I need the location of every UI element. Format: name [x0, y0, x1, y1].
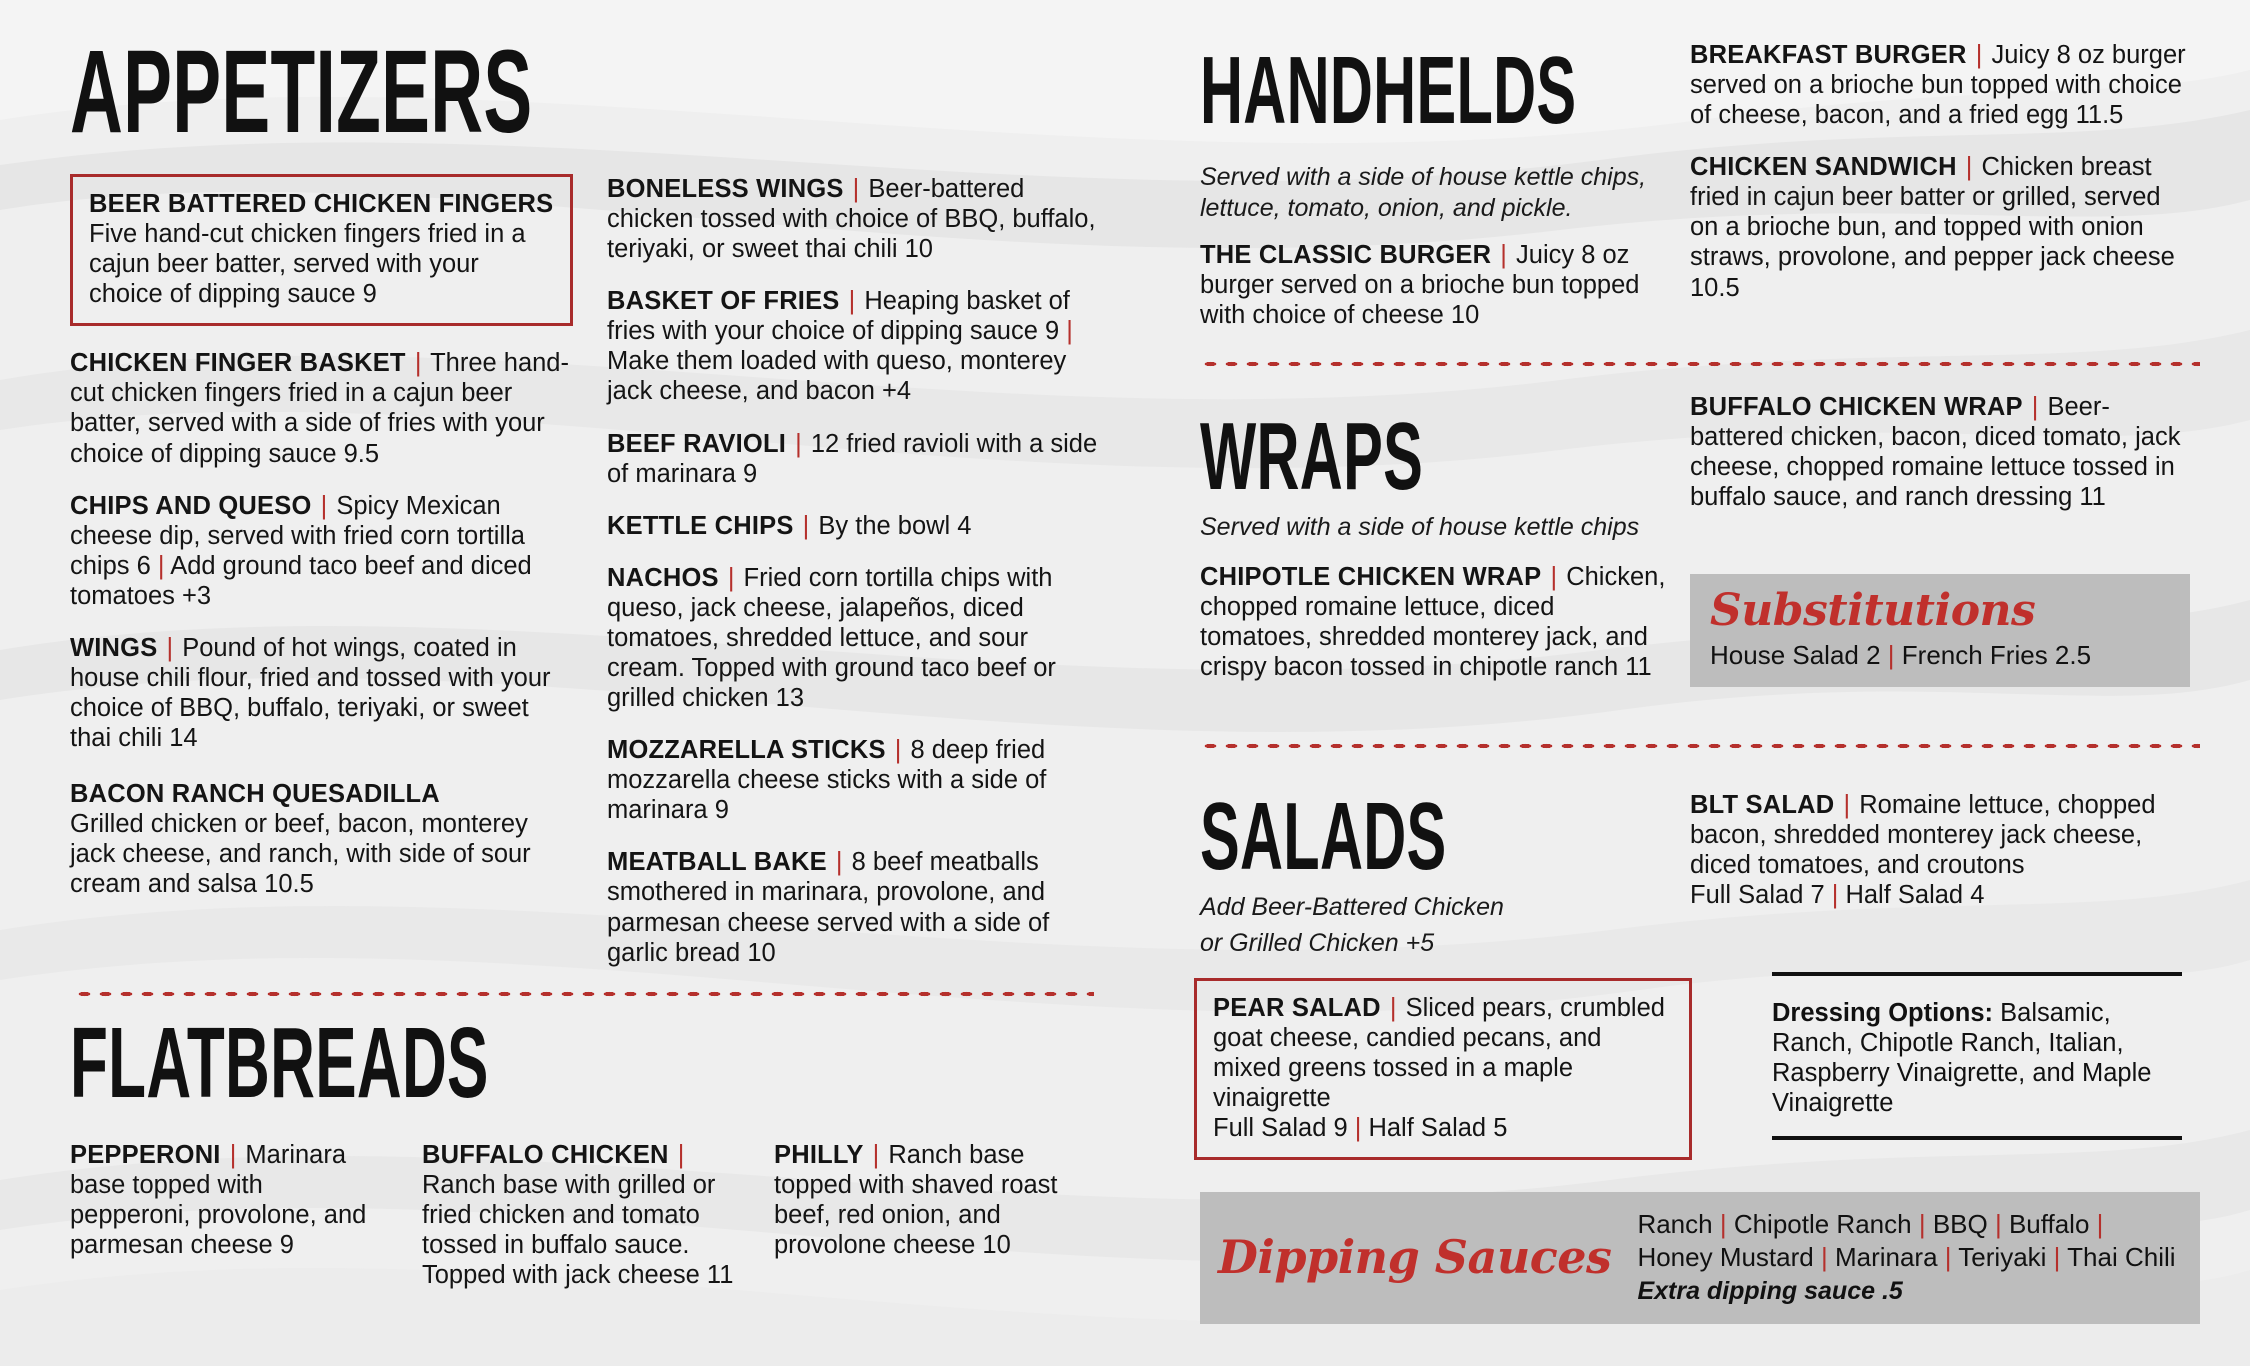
separator: |: [835, 848, 843, 877]
menu-item[interactable]: [70, 491, 573, 611]
separator: |: [848, 287, 856, 316]
item-desc: Chicken, chopped romaine lettuce, diced tomatoes, shredded monterey jack, and crispy bacon tossed in chipotle ranch 11: [1200, 563, 1666, 682]
item-name: BREAKFAST BURGER: [1690, 41, 1967, 69]
appetizers-col-2: [607, 174, 1110, 990]
separator: |: [414, 349, 422, 378]
dressing-options-list: Balsamic, Ranch, Chipotle Ranch, Italian, Raspberry Vinaigrette, and Maple Vinaigrette: [1772, 999, 2152, 1118]
separator: |: [894, 736, 902, 765]
menu-item[interactable]: [774, 1140, 1090, 1290]
item-desc: Beer-battered chicken tossed with choice of BBQ, buffalo, teriyaki, or sweet thai chili 10: [607, 175, 1096, 264]
salads-col-2: [1690, 790, 2190, 932]
menu-item[interactable]: [70, 348, 573, 468]
separator: |: [872, 1141, 880, 1169]
item-name: BEEF RAVIOLI: [607, 429, 787, 458]
item-desc: Juicy 8 oz burger served on a brioche bun topped with choice of cheese, bacon, and a fried egg 11.5: [1690, 41, 2186, 130]
menu-item[interactable]: [1200, 240, 1670, 330]
menu-item[interactable]: [1690, 392, 2190, 512]
handhelds-note: Served with a side of house kettle chips, lettuce, tomato, onion, and pickle.: [1200, 163, 1647, 222]
wraps-note: Served with a side of house kettle chips: [1200, 513, 1640, 541]
appetizers-items: [70, 174, 1110, 990]
item-desc: 8 beef meatballs smothered in marinara, provolone, and parmesan cheese served with a side of garlic bread 10: [607, 848, 1050, 967]
menu-item[interactable]: [607, 511, 1110, 541]
item-name: NACHOS: [607, 563, 719, 592]
separator: |: [1389, 994, 1397, 1022]
dipping-sauces-line-1: Ranch | Chipotle Ranch | BBQ | Buffalo |: [1637, 1209, 2104, 1239]
menu-item[interactable]: [607, 563, 1110, 713]
item-name: PHILLY: [774, 1141, 864, 1169]
menu-item[interactable]: [607, 735, 1110, 825]
dressing-options-panel: [1772, 972, 2182, 1140]
item-desc: Grilled chicken or beef, bacon, monterey jack cheese, and ranch, with side of sour cream and salsa 10.5: [70, 810, 531, 899]
item-name: PEPPERONI: [70, 1141, 221, 1169]
left-column: [70, 0, 1130, 1366]
menu-item-highlighted[interactable]: [1194, 978, 1692, 1160]
item-name: MEATBALL BAKE: [607, 848, 827, 877]
menu-item[interactable]: [70, 633, 573, 753]
menu-item[interactable]: [607, 174, 1110, 264]
item-name: BASKET OF FRIES: [607, 287, 840, 316]
separator: |: [1975, 41, 1983, 69]
item-name: BLT SALAD: [1690, 791, 1835, 819]
item-desc: Juicy 8 oz burger served on a brioche bun topped with choice of cheese 10: [1200, 241, 1640, 330]
item-desc: Romaine lettuce, chopped bacon, shredded monterey jack cheese, diced tomatoes, and croutons: [1690, 791, 2156, 880]
item-desc: By the bowl 4: [818, 511, 972, 540]
dressing-options-label: Dressing Options:: [1772, 999, 1994, 1027]
menu-item[interactable]: [70, 1140, 386, 1290]
separator: |: [166, 633, 174, 662]
substitutions-title: Substitutions: [1710, 585, 2036, 636]
substitutions-panel: [1690, 574, 2190, 687]
salads-note-line1: Add Beer-Battered Chicken: [1200, 893, 1504, 921]
menu-item[interactable]: [1690, 152, 2190, 302]
section-title-salads: SALADS: [1200, 783, 1447, 890]
separator: |: [727, 563, 735, 592]
section-title-handhelds: HANDHELDS: [1200, 37, 1577, 144]
menu-item[interactable]: [1690, 790, 2190, 910]
separator: |: [1550, 563, 1558, 591]
separator: |: [677, 1141, 685, 1169]
dipping-sauces-extra: Extra dipping sauce .5: [1637, 1276, 1903, 1305]
item-desc: Ranch base topped with shaved roast beef, red onion, and provolone cheese 10: [774, 1141, 1058, 1260]
menu-item[interactable]: [70, 779, 573, 899]
separator: |: [229, 1141, 237, 1169]
separator: |: [1500, 241, 1507, 269]
item-desc: Marinara base topped with pepperoni, provolone, and parmesan cheese 9: [70, 1141, 367, 1260]
menu-item[interactable]: [422, 1140, 738, 1290]
item-desc: Pound of hot wings, coated in house chili flour, fried and tossed with your choice of BBQ, buffalo, teriyaki, or sweet thai chili 14: [70, 633, 551, 753]
item-name: BONELESS WINGS: [607, 175, 844, 203]
item-name: BACON RANCH QUESADILLA: [70, 780, 440, 809]
item-price-line: Full Salad 9 | Half Salad 5: [1213, 1114, 1508, 1143]
rule-bottom: [1772, 1136, 2182, 1140]
item-desc: Ranch base with grilled or fried chicken and tomato tossed in buffalo sauce. Topped with jack cheese 11: [422, 1171, 734, 1290]
dipping-sauces-panel: [1200, 1192, 2200, 1324]
item-desc: Five hand-cut chicken fingers fried in a cajun beer batter, served with your choice of dipping sauce 9: [89, 220, 526, 309]
substitutions-line: House Salad 2 | French Fries 2.5: [1710, 640, 2092, 671]
item-desc: Fried corn tortilla chips with queso, jack cheese, jalapeños, diced tomatoes, shredded lettuce, and sour cream. Topped with ground taco beef or grilled chicken 13: [607, 563, 1056, 713]
item-desc: 8 deep fried mozzarella cheese sticks with a side of marinara 9: [607, 736, 1047, 825]
item-desc: Beer-battered chicken, bacon, diced tomato, jack cheese, chopped romaine lettuce tossed in buffalo sauce, and ranch dressing 11: [1690, 393, 2181, 512]
item-desc: Spicy Mexican cheese dip, served with fried corn tortilla chips 6 | Add ground taco beef and diced tomatoes +3: [70, 491, 532, 610]
section-title-wraps: WRAPS: [1200, 403, 1424, 510]
item-desc: Chicken breast fried in cajun beer batter or grilled, served on a brioche bun, and topped with onion straws, provolone, and pepper jack cheese 10.5: [1690, 153, 2175, 302]
divider-dotted: [74, 990, 1094, 998]
separator: |: [802, 511, 810, 540]
separator: |: [852, 175, 860, 203]
item-desc: 12 fried ravioli with a side of marinara 9: [607, 429, 1098, 488]
section-title-flatbreads: FLATBREADS: [70, 1007, 489, 1119]
item-name: CHICKEN SANDWICH: [1690, 153, 1957, 182]
divider-dotted: [1200, 360, 2200, 368]
separator: |: [795, 429, 802, 458]
flatbreads-items: [70, 1140, 1090, 1312]
menu-item[interactable]: [1200, 562, 1670, 682]
item-name: MOZZARELLA STICKS: [607, 736, 886, 765]
item-name: WINGS: [70, 633, 158, 662]
item-name: CHIPOTLE CHICKEN WRAP: [1200, 563, 1542, 591]
item-desc: Three hand-cut chicken fingers fried in a cajun beer batter, served with a side of fries with your choice of dipping sauce 9.5: [70, 349, 569, 468]
item-price-line: Full Salad 7 | Half Salad 4: [1690, 881, 1985, 910]
item-name: THE CLASSIC BURGER: [1200, 241, 1492, 269]
salads-note-line2: or Grilled Chicken +5: [1200, 929, 1435, 957]
separator: |: [320, 491, 328, 520]
item-desc: Sliced pears, crumbled goat cheese, candied pecans, and mixed greens tossed in a maple vinaigrette: [1213, 994, 1665, 1113]
dipping-sauces-title: Dipping Sauces: [1218, 1229, 1612, 1284]
menu-item[interactable]: [607, 847, 1110, 967]
item-name: PEAR SALAD: [1213, 994, 1381, 1022]
menu-item-highlighted[interactable]: [70, 174, 573, 326]
menu-item[interactable]: [1690, 40, 2190, 130]
separator: |: [1843, 791, 1851, 819]
section-title-appetizers: APPETIZERS: [70, 26, 533, 158]
menu-item[interactable]: [607, 429, 1110, 489]
appetizers-col-1: [70, 174, 573, 990]
separator: |: [2031, 393, 2039, 421]
wraps-col-2: [1690, 392, 2190, 534]
item-name: KETTLE CHIPS: [607, 511, 794, 540]
menu-item[interactable]: [607, 286, 1110, 406]
handhelds-col-2: [1690, 40, 2190, 325]
wraps-col-1: [1200, 562, 1670, 704]
dipping-sauces-line-2: Honey Mustard | Marinara | Teriyaki | Thai Chili: [1637, 1242, 2176, 1273]
item-name: BEER BATTERED CHICKEN FINGERS: [89, 190, 554, 218]
item-name: BUFFALO CHICKEN WRAP: [1690, 393, 2023, 421]
item-desc: Heaping basket of fries with your choice of dipping sauce 9 | Make them loaded with queso, monterey jack cheese, and bacon +4: [607, 287, 1073, 406]
item-name: CHICKEN FINGER BASKET: [70, 349, 406, 378]
handhelds-col-1: [1200, 240, 1670, 352]
item-name: CHIPS AND QUESO: [70, 491, 312, 520]
separator: |: [1965, 153, 1973, 182]
divider-dotted: [1200, 742, 2200, 750]
item-name: BUFFALO CHICKEN: [422, 1141, 669, 1169]
right-column: [1200, 0, 2200, 1366]
